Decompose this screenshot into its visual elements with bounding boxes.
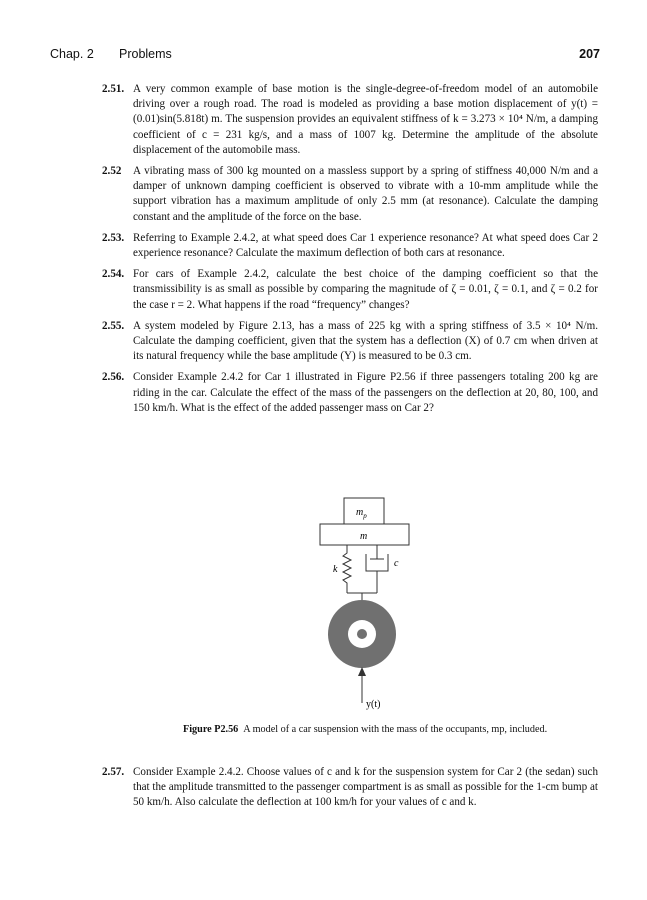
hub [357,629,367,639]
problem-text: Referring to Example 2.4.2, at what speed does Car 1 experience resonance? At what speed does Car 2 experience resonance? Calculate the maximum deflection of both cars at resonance. [133,231,598,260]
problem-number: 2.56. [102,371,125,384]
spring-label: k [333,564,338,575]
problem-2-55 [102,319,598,365]
chapter-label: Chap. 2 [50,47,94,61]
problem-text: A system modeled by Figure 2.13, has a mass of 225 kg with a spring stiffness of 3.5 × 10⁴ N/m. Calculate the damping coefficient, given that the system has a deflection (X) of 0.7 cm when driven at its natural frequency while the base amplitude (Y) is measured to be 0.3 cm. [133,319,598,363]
problem-text: For cars of Example 2.4.2, calculate the best choice of the damping coefficient so that the transmissibility is as small as possible by comparing the magnitude of ζ = 0.01, ζ = 0.1, and ζ = 0.2 for the case r = 2. What happens if the road “frequency” changes? [133,268,598,311]
figure-p2-56 [298,493,438,715]
caption-text: A model of a car suspension with the mass of the occupants, mp, included. [243,724,548,735]
passenger-mass-block [344,498,384,524]
problem-2-56 [102,370,598,416]
passenger-mass-label: $m_p$ [356,507,367,520]
problem-2-57 [102,765,598,817]
figure-caption [183,723,583,737]
damper-label: c [394,558,399,569]
spring [343,545,351,593]
arrow-head [358,667,366,676]
problem-2-53 [102,231,598,261]
suspension-diagram [298,493,438,715]
problem-2-57-body [102,765,598,811]
problem-number: 2.51. [102,83,125,95]
car-mass-label: m [360,531,368,542]
problem-2-52 [102,164,598,225]
problem-text: Consider Example 2.4.2 for Car 1 illustrated in Figure P2.56 if three passengers totaling 200 kg are riding in the car. Calculate the effect of the mass of the passengers on the deflection at 20, 80, 100, and 150 km/h. What is the effect of the added passenger mass on Car 2? [133,371,598,414]
problem-2-51 [102,82,598,158]
problem-number: 2.52 [102,165,122,178]
problem-2-54 [102,267,598,313]
problem-text: A very common example of base motion is the single-degree-of-freedom model of an automobile driving over a rough road. The road is modeled as providing a base motion displacement of y(t) = (0.01)sin(5.818t) m. The suspension provides an equivalent stiffness of k = 3.273 × 10⁴ N/m, a damping coefficient of c = 231 kg/s, and a mass of 1007 kg. Determine the amplitude of the absolute displacement of the automobile mass. [133,83,598,156]
caption-label: Figure P2.56 [183,724,239,735]
problem-number: 2.53. [102,231,125,244]
problem-text: A vibrating mass of 300 kg mounted on a massless support by a spring of stiffness 40,000 N/m and a damper of unknown damping coefficient is observed to vibrate with a 10-mm amplitude while the support vibration has a maximum amplitude of only 2.5 mm (at resonance). Calculate the damping constant and the amplitude of the force on the base. [133,165,598,223]
page-number: 207 [579,47,600,61]
base-motion-label: y(t) [366,699,381,710]
problem-number: 2.57. [102,766,125,778]
problem-list [102,82,598,422]
problem-number: 2.55. [102,319,125,332]
problem-text: Consider Example 2.4.2. Choose values of c and k for the suspension system for Car 2 (the sedan) such that the amplitude transmitted to the passenger compartment is as small as possible for the 1-cm bump at 50 km/h. Also calculate the deflection at 100 km/h for your values of c and k. [133,766,598,809]
page-header [50,47,600,65]
problem-number: 2.54. [102,268,125,281]
section-label: Problems [119,47,172,61]
